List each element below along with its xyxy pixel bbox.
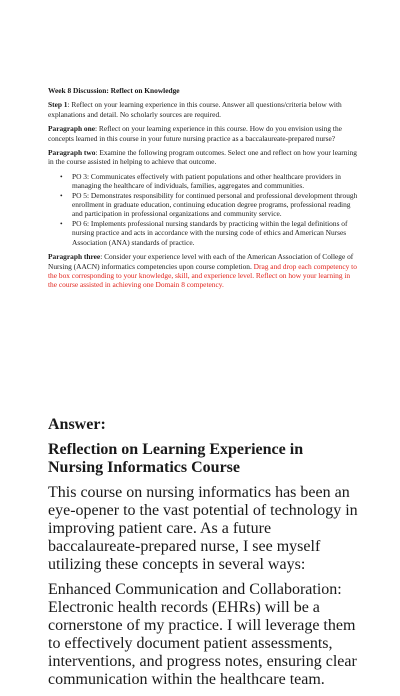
document-title: Week 8 Discussion: Reflect on Knowledge [48,86,180,95]
step1-paragraph [48,100,360,119]
list-item [48,219,360,247]
paragraph-two-label: Paragraph two [48,148,96,158]
paragraph-three-instruction: Drag and drop each competency to the box corresponding to your knowledge, skill, and experience level. Reflect on how your learning in the course assisted in achieving one Domain 8 competency. [48,261,357,290]
program-outcomes-list [48,172,360,247]
paragraph-one [48,124,360,143]
outcome-text: PO 5: Demonstrates responsibility for continued personal and professional development through enrollment in graduate education, continuing education degree programs, professional reading and participation in professional organizations and community service. [72,190,358,219]
answer-title: Reflection on Learning Experience in Nursing Informatics Course [48,441,304,476]
paragraph-three-text: : Consider your experience level with each of the American Association of College of Nursing (AACN) informatics competencies upon course completion. [48,252,354,271]
paragraph-two [48,148,360,167]
paragraph-one-text: : Reflect on your learning experience in this course. How do you envision using the concepts learned in this course in your future nursing practice as a baccalaureate-prepared nurse? [48,124,342,143]
answer-paragraph-one: This course on nursing informatics has been an eye-opener to the vast potential of technology in improving patient care. As a future baccalaureate-prepared nurse, I see myself utilizing these concepts in several ways: [48,484,358,573]
answer-label: Answer: [48,416,106,433]
outcome-text: PO 6: Implements professional nursing standards by practicing within the legal definitions of nursing practice and acts in accordance with the nursing code of ethics and American Nurses Association (ANA) standards of practice. [72,218,348,247]
step1-label: Step 1 [48,100,68,110]
bullet-icon: • [60,190,63,200]
paragraph-three-label: Paragraph three [48,252,101,262]
bullet-icon: • [60,171,63,181]
answer-paragraph-two: Enhanced Communication and Collaboration: Electronic health records (EHRs) will be a cornerstone of my practice. I will leverage them to effectively document patient assessments, interventions, and progress notes, ensuring clear communication within the healthcare team. [48,581,357,688]
list-item [48,191,360,219]
bullet-icon: • [60,218,63,228]
answer-section [48,416,360,696]
step1-text: : Reflect on your learning experience in this course. Answer all questions/criteria below with explanations and detail. No scholarly sources are required. [48,100,342,119]
list-item [48,172,360,191]
paragraph-one-label: Paragraph one [48,124,96,134]
paragraph-three [48,252,360,290]
paragraph-two-text: : Examine the following program outcomes. Select one and reflect on how your learning in the course assisted in helping to achieve that outcome. [48,148,357,167]
outcome-text: PO 3: Communicates effectively with patient populations and other healthcare providers in managing the healthcare of individuals, families, aggregates and communities. [72,171,341,191]
